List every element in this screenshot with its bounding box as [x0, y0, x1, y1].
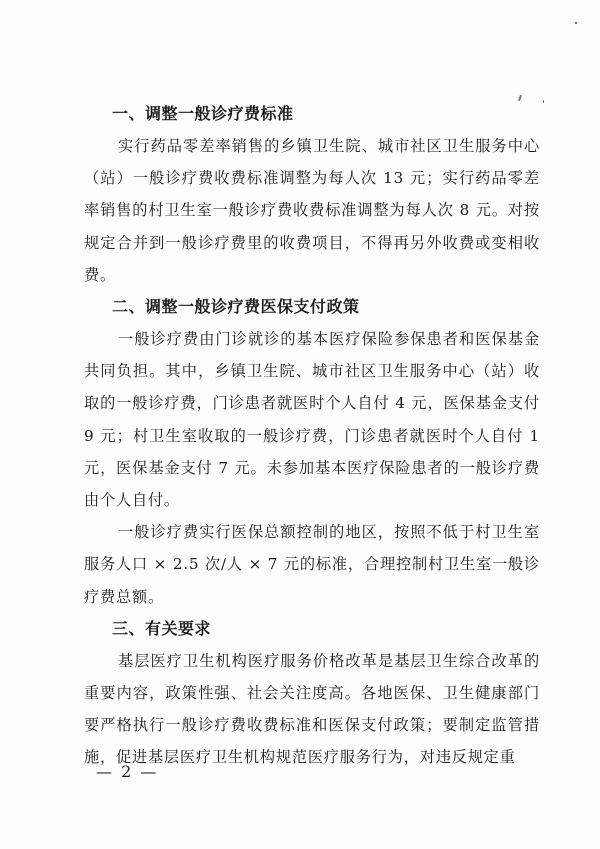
section-heading: 三、有关要求	[112, 618, 212, 638]
page-number: — 2 —	[96, 762, 159, 781]
scan-speck	[575, 22, 577, 24]
body-paragraph: 基层医疗卫生机构医疗服务价格改革是基层卫生综合改革的重要内容，政策性强、社会关注度高。各地医保、卫生健康部门要严格执行一般诊疗费收费标准和医保支付政策；要制定监管措施，促进基层医疗卫生机构规范医疗服务行为，对违反规定重	[84, 651, 540, 767]
body-paragraph: 一般诊疗费实行医保总额控制的地区，按照不低于村卫生室服务人口 × 2.5 次/人 × 7 元的标准，合理控制村卫生室一般诊疗费总额。	[84, 523, 540, 606]
section-heading: 一、调整一般诊疗费标准	[112, 104, 294, 123]
section-heading: 二、调整一般诊疗费医保支付政策	[112, 297, 360, 317]
scan-speck	[543, 100, 544, 103]
body-paragraph: 实行药品零差率销售的乡镇卫生院、城市社区卫生服务中心（站）一般诊疗费收费标准调整为每人次 13 元；实行药品零差率销售的村卫生室一般诊疗费收费标准调整为每人次 8 元。对按规定合并到一般诊疗费里的收费项目，不得再另外收费或变相收费。	[84, 137, 540, 284]
body-paragraph: 一般诊疗费由门诊就诊的基本医疗保险参保患者和医保基金共同负担。其中，乡镇卫生院、城市社区卫生服务中心（站）收取的一般诊疗费，门诊患者就医时个人自付 4 元，医保基金支付 9 元；村卫生室收取的一般诊疗费，门诊患者就医时个人自付 1 元，医保基金支付 7 元。未参加基本医疗保险患者的一般诊疗费由个人自付。	[84, 330, 540, 510]
document-body	[84, 98, 540, 774]
